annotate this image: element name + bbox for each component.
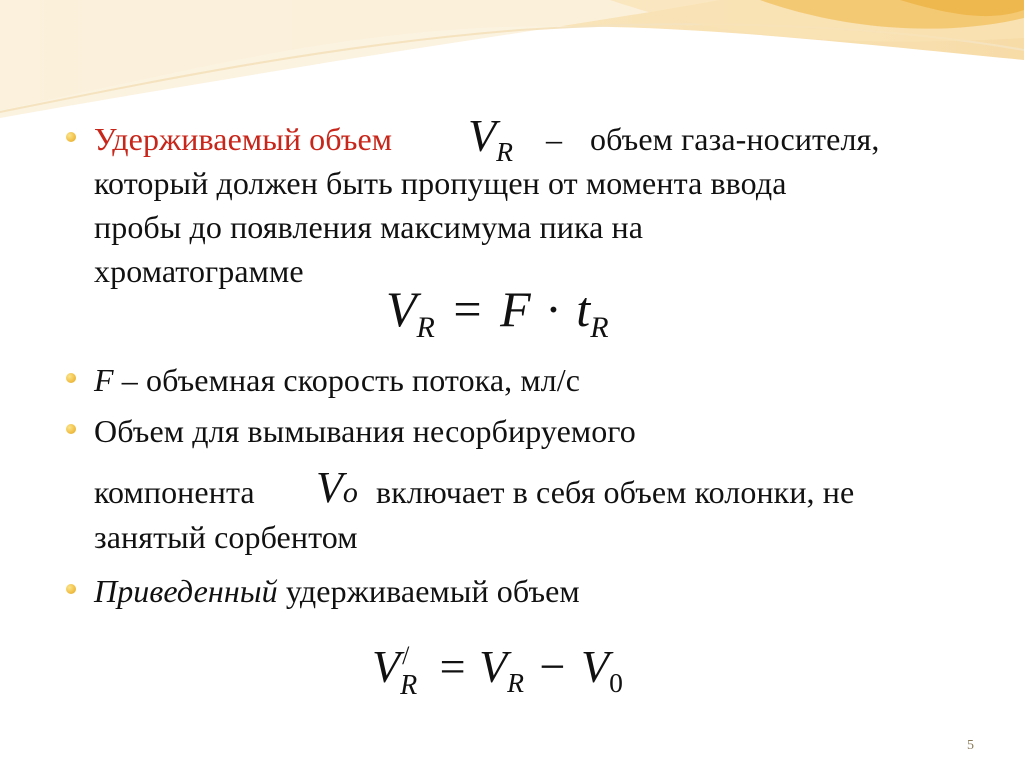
bullet-1-line-3: пробы до появления максимума пика на [94,209,644,245]
term-retention-volume: Удерживаемый объем [94,121,393,157]
bullet-3-line-1: Объем для вымывания несорбируемого [94,413,636,449]
term-flow-rate: F [94,362,114,398]
bullet-marker [66,132,76,142]
bullet-marker [66,373,76,383]
symbol-vr: $V_R$ [468,110,513,168]
bullet-1-line-1 [94,123,392,155]
bullet-4-line-1: Приведенный удерживаемый объем [94,573,580,609]
bullet-3-line-2-rest: включает в себя объем колонки, не [376,474,855,510]
bullet-1-line-4: хроматограмме [94,253,304,289]
formula-adjusted-retention-volume: V / R = $V_R - V_0$ [372,641,623,701]
bullet-marker [66,584,76,594]
bullet-3-line-3: занятый сорбентом [94,519,358,555]
term-adjusted: Приведенный [94,573,278,609]
bullet-1-line-2: который должен быть пропущен от момента ввода [94,165,787,201]
bullet-marker [66,424,76,434]
bullet-2-line-1: F – объемная скорость потока, мл/с [94,362,581,398]
symbol-vo: Vo [316,463,358,512]
formula-retention-volume: $V_R = F \cdot t_R$ [386,281,609,345]
bullet-3-line-2-start: компонента [94,474,255,510]
bullet-1-line-1-rest: объем газа-носителя, [590,121,880,157]
bullet-1-dash: – [546,121,563,157]
page-number: 5 [967,738,974,753]
